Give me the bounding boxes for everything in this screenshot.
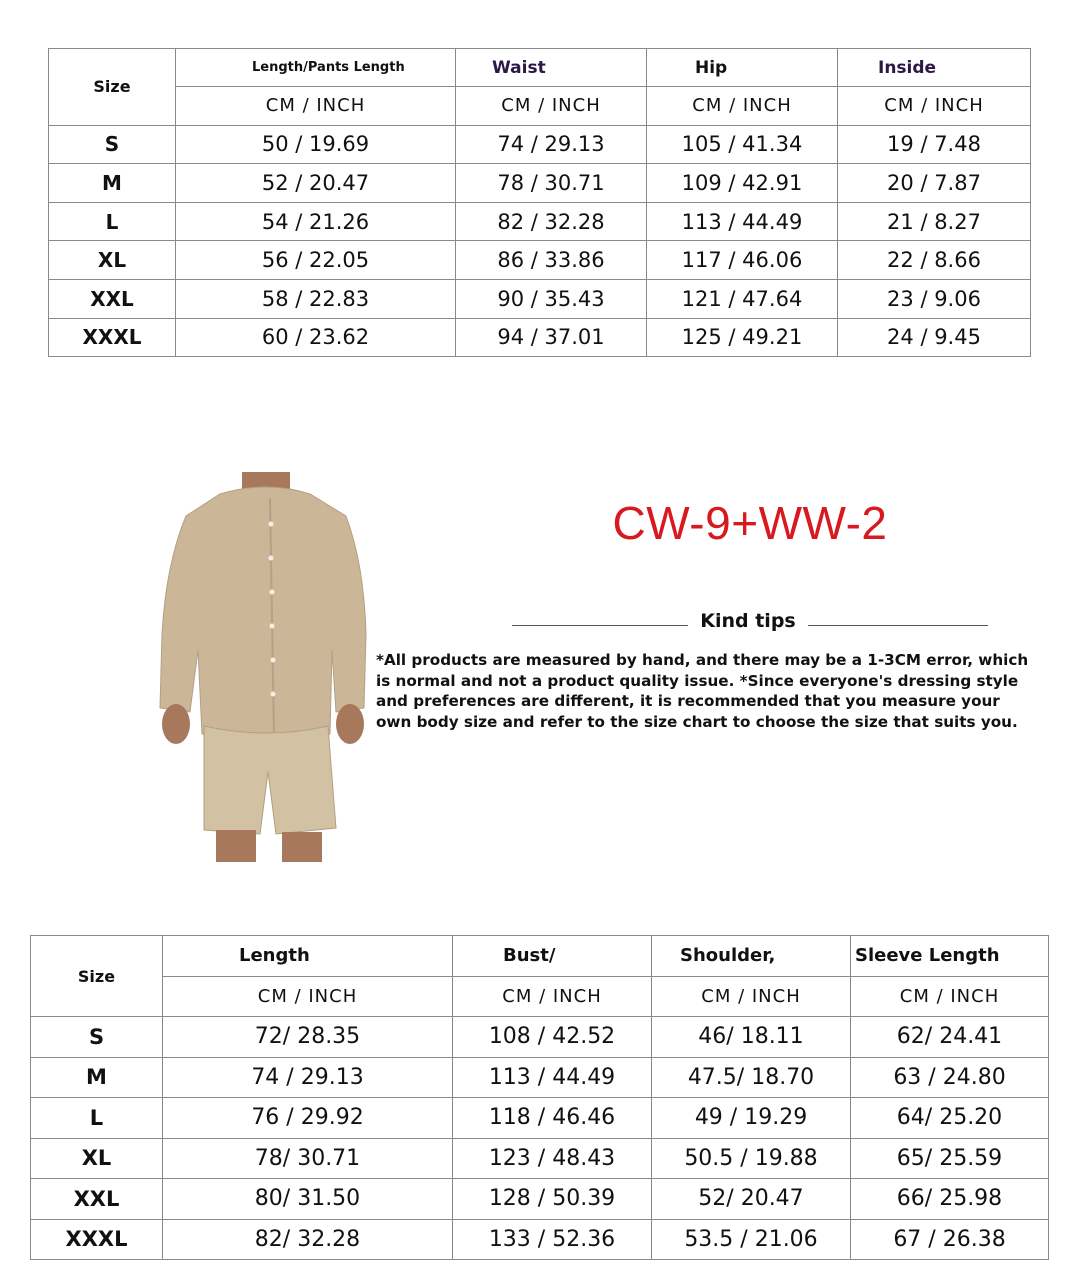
shoulder-cell: 52/ 20.47 [652,1179,851,1220]
pants-size-table [48,48,1031,357]
shoulder-cell: 47.5/ 18.70 [652,1057,851,1098]
waist-cell: 86 / 33.86 [456,241,647,280]
unit-row [49,87,1031,126]
hip-cell: 125 / 49.21 [647,318,838,357]
sleeve-length-cell: 65/ 25.59 [851,1138,1049,1179]
divider [512,625,688,626]
divider [808,625,988,626]
size-cell: M [49,164,176,203]
table-row [31,1057,1049,1098]
sleeve-length-cell: 64/ 25.20 [851,1098,1049,1139]
waist-cell: 94 / 37.01 [456,318,647,357]
length-cell: 56 / 22.05 [176,241,456,280]
length-cell: 80/ 31.50 [163,1179,453,1220]
unit-label: CM / INCH [176,87,456,126]
inside-cell: 21 / 8.27 [838,202,1031,241]
table-header-row [31,936,1049,977]
table-row [31,1219,1049,1260]
button-icon [269,556,274,561]
table-row [49,202,1031,241]
length-cell: 50 / 19.69 [176,125,456,164]
button-icon [271,658,276,663]
length-cell: 58 / 22.83 [176,279,456,318]
size-cell: L [31,1098,163,1139]
size-cell: M [31,1057,163,1098]
bust-cell: 128 / 50.39 [453,1179,652,1220]
bust-cell: 118 / 46.46 [453,1098,652,1139]
unit-label: CM / INCH [652,976,851,1017]
shoulder-cell: 49 / 19.29 [652,1098,851,1139]
model-hand [336,704,364,744]
sleeve-length-cell: 62/ 24.41 [851,1017,1049,1058]
kind-tips-title: Kind tips [700,610,796,632]
waist-cell: 82 / 32.28 [456,202,647,241]
unit-label: CM / INCH [456,87,647,126]
table-row [31,1017,1049,1058]
model-photo [150,472,382,862]
hip-cell: 109 / 42.91 [647,164,838,203]
hip-cell: 105 / 41.34 [647,125,838,164]
product-code: CW-9+WW-2 [612,497,888,549]
bust-cell: 108 / 42.52 [453,1017,652,1058]
unit-row [31,976,1049,1017]
button-icon [270,590,275,595]
shirt-size-table [30,935,1049,1260]
inside-cell: 20 / 7.87 [838,164,1031,203]
model-leg [216,830,256,862]
size-cell: L [49,202,176,241]
model-leg [282,832,322,862]
inside-cell: 24 / 9.45 [838,318,1031,357]
table-header-row [49,49,1031,87]
shoulder-column-header: Shoulder, [652,936,851,977]
size-cell: XXXL [31,1219,163,1260]
inside-column-header: Inside [838,49,1031,87]
bust-cell: 113 / 44.49 [453,1057,652,1098]
length-cell: 76 / 29.92 [163,1098,453,1139]
length-cell: 54 / 21.26 [176,202,456,241]
sleeve-length-cell: 63 / 24.80 [851,1057,1049,1098]
waist-cell: 74 / 29.13 [456,125,647,164]
unit-label: CM / INCH [163,976,453,1017]
unit-label: CM / INCH [851,976,1049,1017]
table-row [31,1098,1049,1139]
unit-label: CM / INCH [647,87,838,126]
waist-cell: 78 / 30.71 [456,164,647,203]
hip-cell: 121 / 47.64 [647,279,838,318]
shoulder-cell: 46/ 18.11 [652,1017,851,1058]
button-icon [271,692,276,697]
length-column-header: Length/Pants Length [176,49,456,87]
hip-column-header: Hip [647,49,838,87]
shorts [204,726,336,834]
model-hand [162,704,190,744]
waist-cell: 90 / 35.43 [456,279,647,318]
size-cell: XL [49,241,176,280]
size-cell: XXL [31,1179,163,1220]
hip-cell: 117 / 46.06 [647,241,838,280]
bust-column-header: Bust/ [453,936,652,977]
inside-cell: 19 / 7.48 [838,125,1031,164]
sleeve-length-cell: 67 / 26.38 [851,1219,1049,1260]
button-icon [269,522,274,527]
shoulder-cell: 50.5 / 19.88 [652,1138,851,1179]
table-row [49,318,1031,357]
table-row [31,1138,1049,1179]
waist-column-header: Waist [456,49,647,87]
size-cell: S [31,1017,163,1058]
size-cell: XL [31,1138,163,1179]
length-cell: 60 / 23.62 [176,318,456,357]
hip-cell: 113 / 44.49 [647,202,838,241]
bust-cell: 123 / 48.43 [453,1138,652,1179]
unit-label: CM / INCH [453,976,652,1017]
bust-cell: 133 / 52.36 [453,1219,652,1260]
table-row [49,125,1031,164]
inside-cell: 23 / 9.06 [838,279,1031,318]
length-cell: 72/ 28.35 [163,1017,453,1058]
unit-label: CM / INCH [838,87,1031,126]
length-cell: 74 / 29.13 [163,1057,453,1098]
size-cell: S [49,125,176,164]
sleeve-length-cell: 66/ 25.98 [851,1179,1049,1220]
table-row [49,279,1031,318]
table-row [31,1179,1049,1220]
length-cell: 78/ 30.71 [163,1138,453,1179]
sleeve-length-column-header: Sleeve Length [851,936,1049,977]
shoulder-cell: 53.5 / 21.06 [652,1219,851,1260]
button-icon [270,624,275,629]
table-row [49,241,1031,280]
length-cell: 52 / 20.47 [176,164,456,203]
shirt [160,487,366,741]
kind-tips-text: *All products are measured by hand, and there may be a 1-3CM error, which is normal and not a product quality issue. *Since everyone's dressing style and preferences are different, it is recommended that you measure your own body size and refer to the size chart to choose the size that suits you. [376,651,1029,731]
length-column-header: Length [163,936,453,977]
length-cell: 82/ 32.28 [163,1219,453,1260]
size-cell: XXXL [49,318,176,357]
size-cell: XXL [49,279,176,318]
inside-cell: 22 / 8.66 [838,241,1031,280]
size-column-header: Size [31,936,163,1017]
table-row [49,164,1031,203]
size-column-header: Size [49,49,176,126]
